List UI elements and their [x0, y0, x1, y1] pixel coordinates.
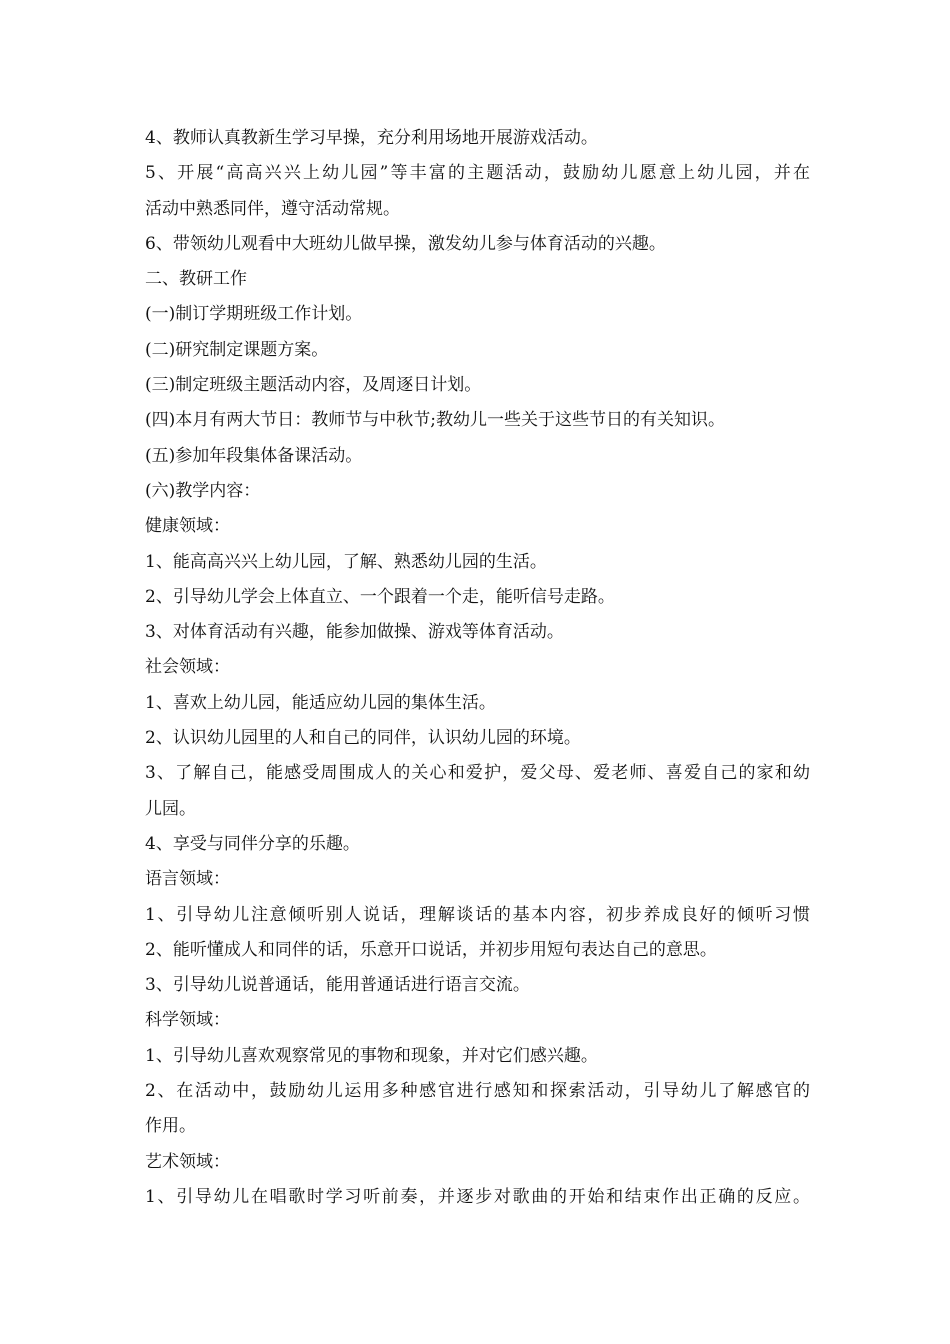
- text-line: 艺术领域：: [145, 1151, 230, 1172]
- text-line: 健康领域：: [145, 516, 230, 537]
- text-line: 二、教研工作: [145, 269, 247, 290]
- text-line: 2、能听懂成人和同伴的话，乐意开口说话，并初步用短句表达自己的意思。: [145, 939, 717, 960]
- text-line: 5、开展“高高兴兴上幼儿园”等丰富的主题活动，鼓励幼儿愿意上幼儿园，并在: [145, 163, 810, 184]
- text-line: (五)参加年段集体备课活动。: [145, 445, 363, 466]
- text-line: 1、引导幼儿注意倾听别人说话，理解谈话的基本内容，初步养成良好的倾听习惯: [145, 904, 810, 925]
- text-line: 2、引导幼儿学会上体直立、一个跟着一个走，能听信号走路。: [145, 586, 615, 607]
- text-line: 语言领域：: [145, 869, 230, 890]
- text-line: 2、认识幼儿园里的人和自己的同伴，认识幼儿园的环境。: [145, 728, 581, 749]
- text-line: (一)制订学期班级工作计划。: [145, 304, 363, 325]
- text-line: 6、带领幼儿观看中大班幼儿做早操，激发幼儿参与体育活动的兴趣。: [145, 233, 666, 254]
- text-line: 3、对体育活动有兴趣，能参加做操、游戏等体育活动。: [145, 622, 564, 643]
- text-line: 4、教师认真教新生学习早操，充分利用场地开展游戏活动。: [145, 128, 598, 148]
- text-line: 社会领域：: [145, 657, 230, 678]
- text-line: 儿园。: [145, 798, 196, 819]
- text-line: 4、享受与同伴分享的乐趣。: [145, 833, 360, 854]
- text-line: 2、在活动中，鼓励幼儿运用多种感官进行感知和探索活动，引导幼儿了解感官的: [145, 1081, 810, 1102]
- document-page: [145, 121, 810, 1215]
- text-line: 科学领域：: [145, 1010, 230, 1031]
- text-line: (六)教学内容：: [145, 480, 261, 501]
- text-line: (三)制定班级主题活动内容，及周逐日计划。: [145, 375, 482, 396]
- text-line: 3、引导幼儿说普通话，能用普通话进行语言交流。: [145, 975, 530, 996]
- text-line: 3、了解自己，能感受周围成人的关心和爱护，爱父母、爱老师、喜爱自己的家和幼: [145, 763, 810, 784]
- text-line: 1、引导幼儿在唱歌时学习听前奏，并逐步对歌曲的开始和结束作出正确的反应。: [145, 1186, 810, 1207]
- text-line: 1、喜欢上幼儿园，能适应幼儿园的集体生活。: [145, 692, 496, 713]
- text-line: 作用。: [145, 1116, 196, 1137]
- text-line: 1、引导幼儿喜欢观察常见的事物和现象，并对它们感兴趣。: [145, 1045, 598, 1066]
- text-line: 1、能高高兴兴上幼儿园，了解、熟悉幼儿园的生活。: [145, 551, 547, 572]
- text-line: 活动中熟悉同伴，遵守活动常规。: [145, 198, 400, 219]
- text-line: (二)研究制定课题方案。: [145, 339, 329, 360]
- text-line: (四)本月有两大节日：教师节与中秋节;教幼儿一些关于这些节日的有关知识。: [145, 410, 725, 431]
